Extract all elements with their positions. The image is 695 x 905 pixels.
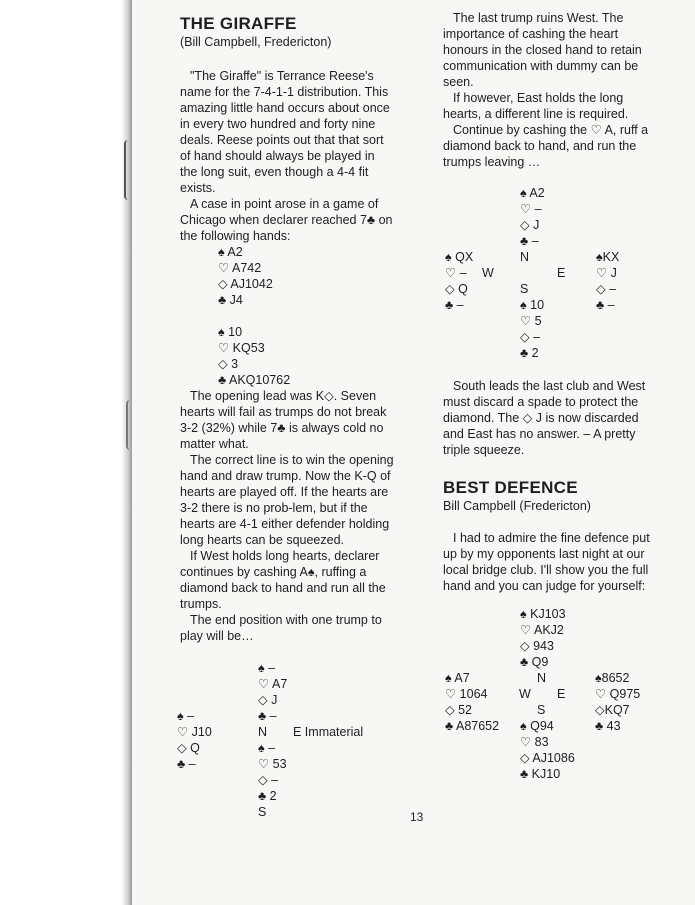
hand-line: ◇ 3 xyxy=(218,357,239,371)
page-margin-shadow xyxy=(0,0,132,905)
paragraph: If West holds long hearts, declarer continues by cashing A♠, ruffing a diamond back to hand and run all the trumps. xyxy=(180,549,386,611)
end-west: ♠ – ♡ J10 ◇ Q ♣ – xyxy=(177,709,212,771)
hand-south xyxy=(180,324,395,388)
d-compass-w: W xyxy=(482,266,494,280)
b-south: ♠ Q94 ♡ 83 ◇ AJ1086 ♣ KJ10 xyxy=(520,719,575,781)
end-compass-n: N xyxy=(258,725,268,739)
d-compass-n: N xyxy=(520,250,530,264)
hand-line: ♡ A742 xyxy=(218,261,262,275)
end-north: ♠ – ♡ A7 ◇ J ♣ – xyxy=(258,661,288,723)
d-compass-s: S xyxy=(520,282,529,296)
paragraph: South leads the last club and West must discard a spade to protect the diamond. The ◇ J is now discarded and East has no answer. – A pretty triple squeeze. xyxy=(443,379,646,457)
left-column xyxy=(180,14,395,644)
b-west: ♠ A7 ♡ 1064 ◇ 52 ♣ A87652 xyxy=(445,671,500,733)
paragraph: "The Giraffe" is Terrance Reese's name for the 7-4-1-1 distribution. This amazing little hand occurs about once in every two hundred and forty nine deals. Reese points out that that sort of hand should always be played in the long suit, even though a 4-4 fit exists. xyxy=(180,69,390,195)
b-compass-s: S xyxy=(537,703,546,717)
hand-north xyxy=(180,244,395,308)
page-number: 13 xyxy=(410,810,424,824)
hand-line: ♠ 10 xyxy=(218,325,243,339)
binding-mark xyxy=(124,140,136,200)
hand-line: ♣ AKQ10762 xyxy=(218,373,291,387)
d-south: ♠ 10 ♡ 5 ◇ – ♣ 2 xyxy=(520,298,545,360)
end-east-label: E Immaterial xyxy=(293,725,364,739)
end-south: ♠ – ♡ 53 ◇ – ♣ 2 S xyxy=(258,741,287,819)
paragraph: The correct line is to win the opening hand and draw trump. Now the K-Q of hearts are played off. If the hearts are 3-2 there is no prob-lem, but if the hearts are 4-1 either defender holding long hearts can be squeezed. xyxy=(180,453,394,547)
hand-line: ♠ A2 xyxy=(218,245,243,259)
d-east: ♠KX ♡ J ◇ – ♣ – xyxy=(596,250,620,312)
paragraph: I had to admire the fine defence put up by my opponents last night at our local bridge club. I'll show you the full hand and you can judge for yourself: xyxy=(443,531,650,593)
right-column-mid xyxy=(443,378,661,594)
b-east: ♠8652 ♡ Q975 ◇KQ7 ♣ 43 xyxy=(595,671,641,733)
b-compass-e: E xyxy=(557,687,566,701)
binding-mark xyxy=(126,400,136,450)
b-north: ♠ KJ103 ♡ AKJ2 ◇ 943 ♣ Q9 xyxy=(520,607,566,669)
article-title: THE GIRAFFE xyxy=(180,14,297,33)
b-compass-n: N xyxy=(537,671,547,685)
article-title-2: BEST DEFENCE xyxy=(443,478,578,497)
right-column-top xyxy=(443,10,661,170)
d-west: ♠ QX ♡ – ◇ Q ♣ – xyxy=(445,250,474,312)
paragraph: Continue by cashing the ♡ A, ruff a diamond back to hand, and run the trumps leaving … xyxy=(443,123,649,169)
b-compass-w: W xyxy=(519,687,531,701)
paragraph: If however, East holds the long hearts, a different line is required. xyxy=(443,91,629,121)
article-subtitle: (Bill Campbell, Fredericton) xyxy=(180,35,332,49)
d-north: ♠ A2 ♡ – ◇ J ♣ – xyxy=(520,186,545,248)
paragraph: A case in point arose in a game of Chicago when declarer reached 7♣ on the following hands: xyxy=(180,197,393,243)
hand-line: ♣ J4 xyxy=(218,293,243,307)
d-compass-e: E xyxy=(557,266,566,280)
article-subtitle-2: Bill Campbell (Fredericton) xyxy=(443,499,591,513)
paragraph: The last trump ruins West. The importance of cashing the heart honours in the closed hand to retain communication with dummy can be seen. xyxy=(443,11,642,89)
paragraph: The end position with one trump to play will be… xyxy=(180,613,382,643)
hand-line: ♡ KQ53 xyxy=(218,341,265,355)
hand-line: ◇ AJ1042 xyxy=(218,277,273,291)
paragraph: The opening lead was K◇. Seven hearts will fail as trumps do not break 3-2 (32%) while 7♣ is always cold no matter what. xyxy=(180,389,387,451)
